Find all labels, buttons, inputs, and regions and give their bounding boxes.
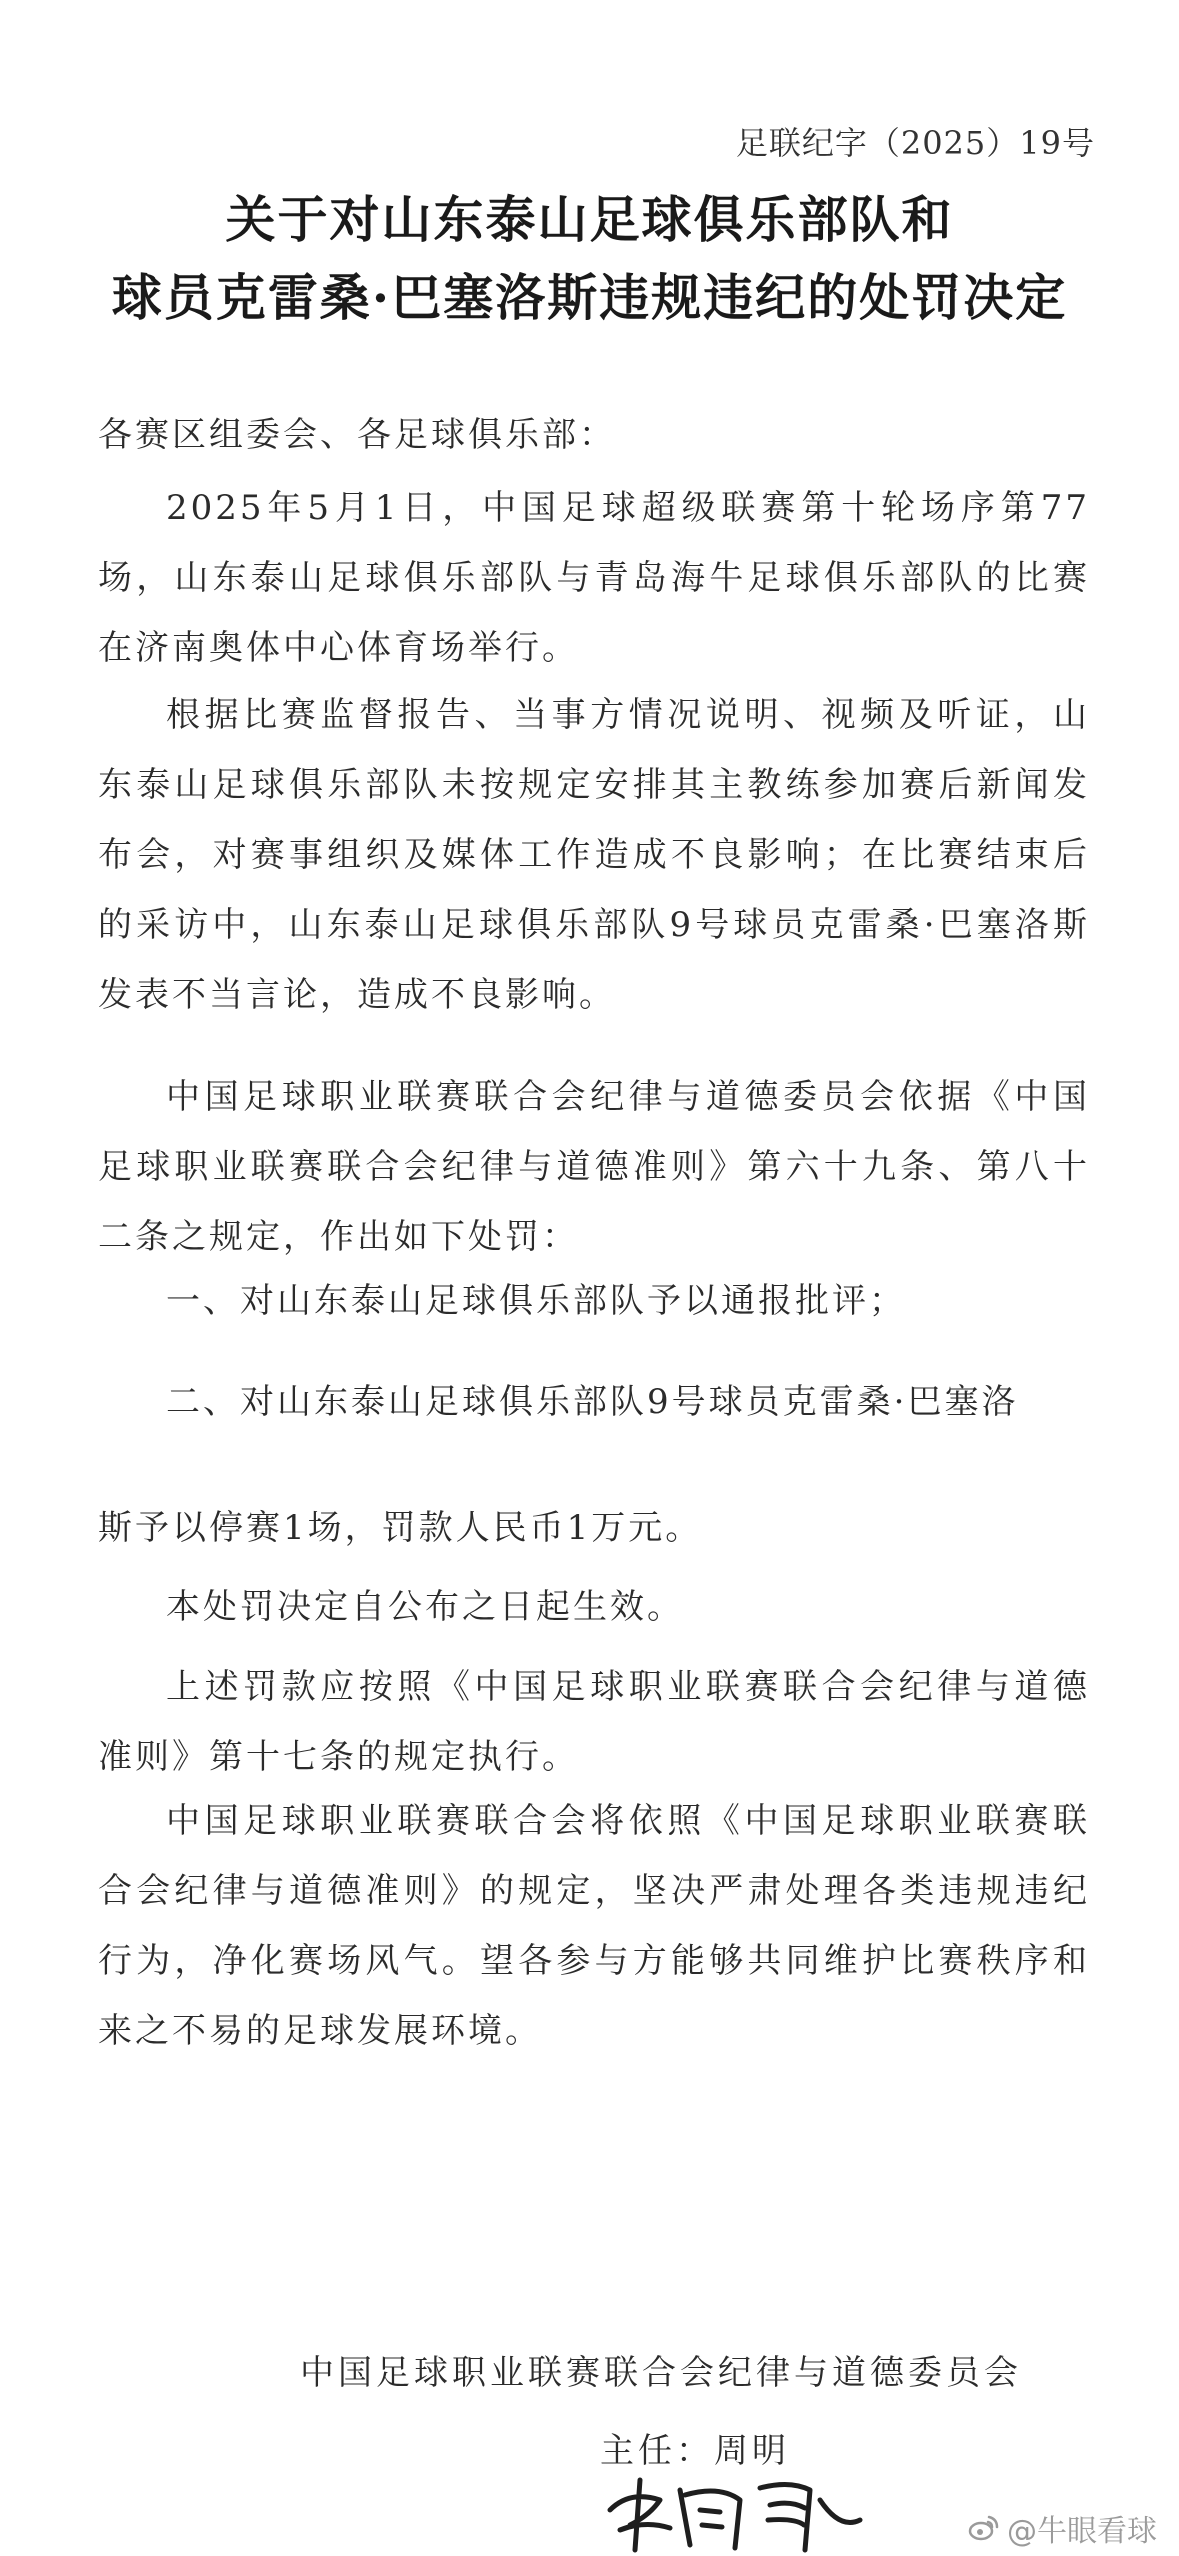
document-number: 足联纪字（2025）19号 — [735, 124, 1095, 162]
paragraph-legal-basis: 中国足球职业联赛联合会纪律与道德委员会依据《中国足球职业联赛联合会纪律与道德准则》第六十九条、第八十二条之规定，作出如下处罚： — [98, 1077, 1090, 1257]
document-title-line-1: 关于对山东泰山足球俱乐部队和 — [225, 190, 954, 249]
handwritten-signature — [590, 2470, 890, 2556]
document-title-line-2: 球员克雷桑·巴塞洛斯违规违纪的处罚决定 — [111, 268, 1068, 327]
penalty-item-2-continued: 斯予以停赛1场，罚款人民币1万元。 — [98, 1508, 703, 1548]
penalty-item-2: 二、对山东泰山足球俱乐部队9号球员克雷桑·巴塞洛 — [166, 1382, 1019, 1422]
salutation: 各赛区组委会、各足球俱乐部： — [98, 415, 616, 455]
paragraph-violation-details: 根据比赛监督报告、当事方情况说明、视频及听证，山东泰山足球俱乐部队未按规定安排其主教练参加赛后新闻发布会，对赛事组织及媒体工作造成不良影响；在比赛结束后的采访中，山东泰山足球俱乐部队9号球员克雷桑·巴塞洛斯发表不当言论，造成不良影响。 — [98, 695, 1090, 1015]
watermark — [967, 2506, 1157, 2550]
weibo-icon — [967, 2511, 1001, 2545]
penalty-item-1: 一、对山东泰山足球俱乐部队予以通报批评； — [166, 1281, 906, 1321]
signature-organization: 中国足球职业联赛联合会纪律与道德委员会 — [300, 2353, 1022, 2393]
paragraph-closing-statement: 中国足球职业联赛联合会将依照《中国足球职业联赛联合会纪律与道德准则》的规定，坚决严肃处理各类违规违纪行为，净化赛场风气。望各参与方能够共同维护比赛秩序和来之不易的足球发展环境。 — [98, 1801, 1090, 2051]
paragraph-match-info: 2025年5月1日，中国足球超级联赛第十轮场序第77场，山东泰山足球俱乐部队与青岛海牛足球俱乐部队的比赛在济南奥体中心体育场举行。 — [98, 488, 1090, 668]
paragraph-effective-date: 本处罚决定自公布之日起生效。 — [166, 1587, 684, 1627]
watermark-text: @牛眼看球 — [1007, 2514, 1157, 2549]
director-line: 主任：周明 — [600, 2431, 790, 2471]
paragraph-fine-execution: 上述罚款应按照《中国足球职业联赛联合会纪律与道德准则》第十七条的规定执行。 — [98, 1667, 1090, 1777]
